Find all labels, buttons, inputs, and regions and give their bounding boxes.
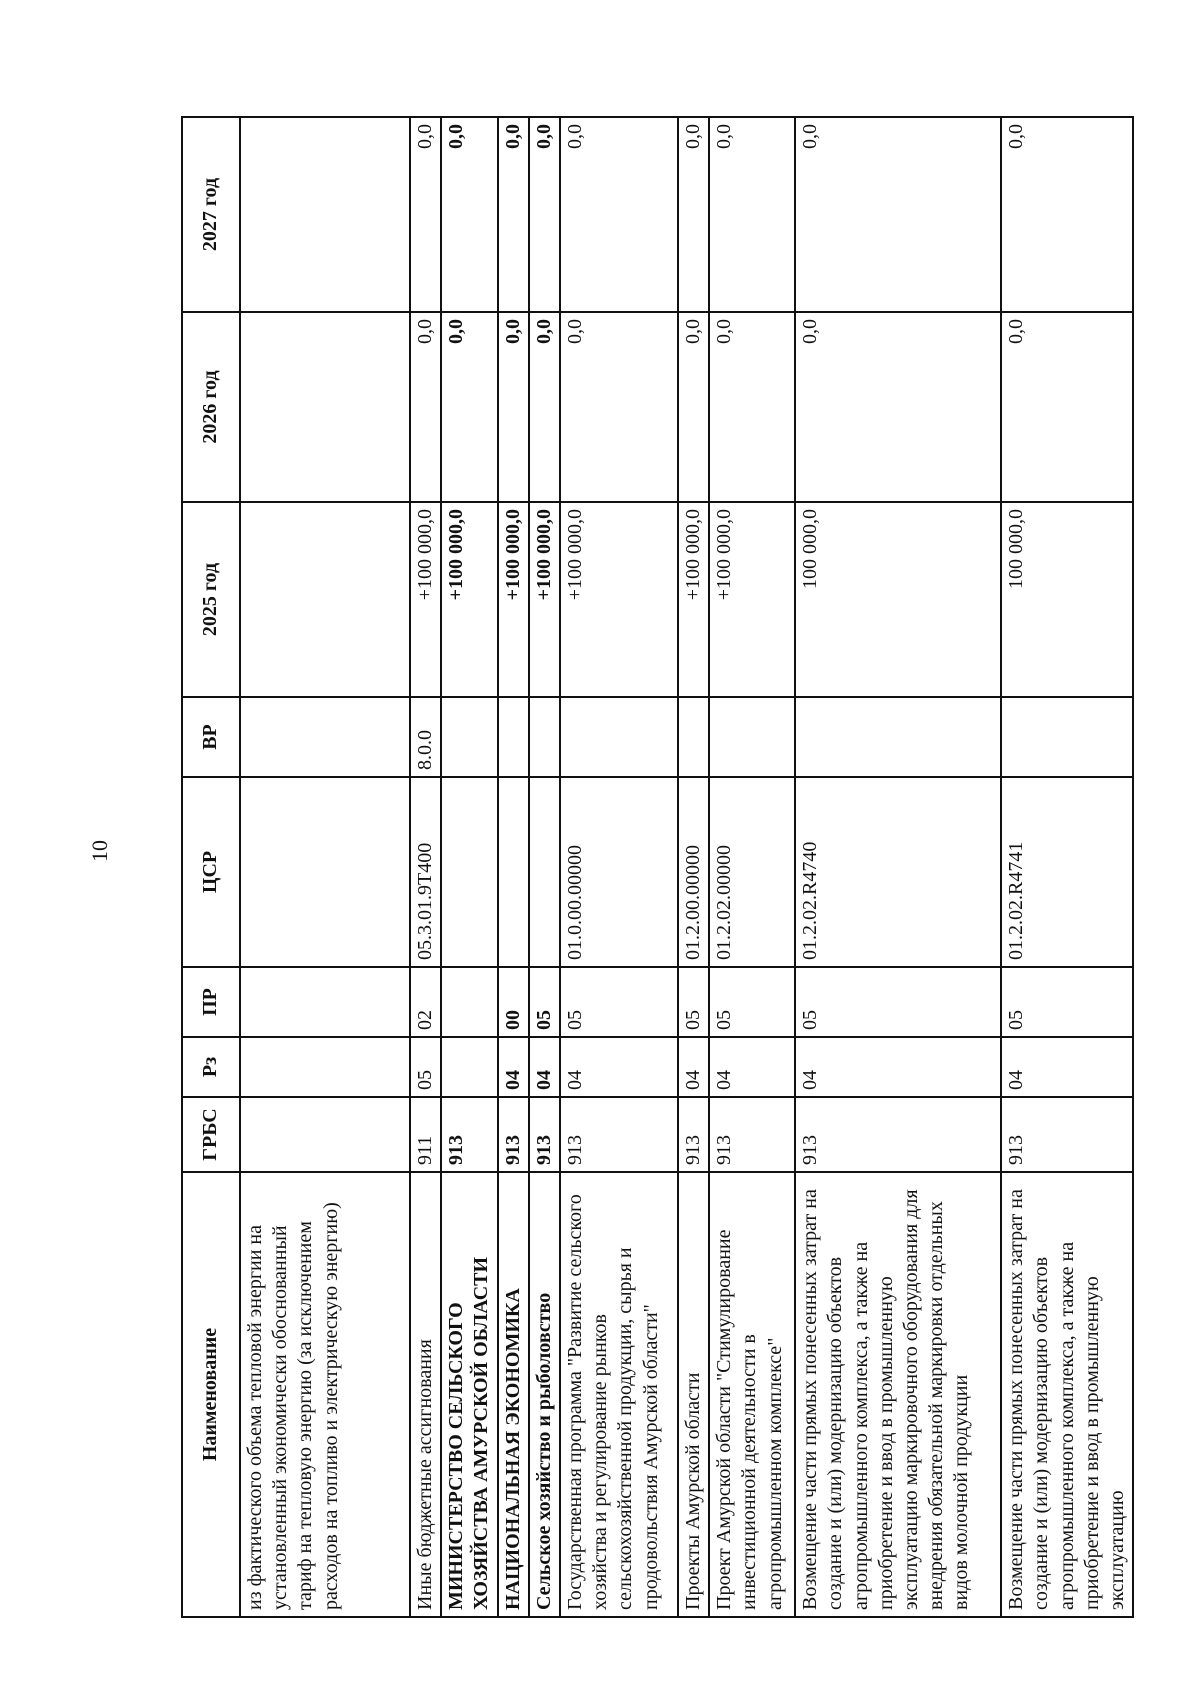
table-row [709, 117, 795, 1617]
cell-2026 [240, 312, 410, 502]
cell-grbs: 913 [560, 1097, 678, 1172]
cell-2027: 0,0 [441, 117, 497, 312]
header-pr: ПР [182, 967, 240, 1037]
cell-pr [240, 967, 410, 1037]
table-row [560, 117, 678, 1617]
cell-vr [1001, 697, 1133, 777]
table-row [529, 117, 560, 1617]
cell-vr [498, 697, 529, 777]
table-row [410, 117, 441, 1617]
cell-grbs: 913 [795, 1097, 1001, 1172]
cell-rz: 04 [1001, 1037, 1133, 1097]
cell-2025: +100 000,0 [560, 502, 678, 697]
cell-2025: +100 000,0 [529, 502, 560, 697]
header-grbs: ГРБС [182, 1097, 240, 1172]
cell-pr: 05 [709, 967, 795, 1037]
cell-csr: 01.2.02.00000 [709, 777, 795, 967]
cell-grbs: 913 [678, 1097, 709, 1172]
table-row [795, 117, 1001, 1617]
cell-grbs: 913 [498, 1097, 529, 1172]
cell-csr: 01.2.02.R4741 [1001, 777, 1133, 967]
cell-csr: 01.2.00.00000 [678, 777, 709, 967]
cell-csr: 01.0.00.00000 [560, 777, 678, 967]
cell-name: Иные бюджетные ассигнования [410, 1172, 441, 1617]
cell-name: Проекты Амурской области [678, 1172, 709, 1617]
cell-name: Сельское хозяйство и рыболовство [529, 1172, 560, 1617]
cell-grbs [240, 1097, 410, 1172]
cell-pr [441, 967, 497, 1037]
budget-table [181, 116, 1134, 1618]
cell-vr: 8.0.0 [410, 697, 441, 777]
cell-2025: +100 000,0 [678, 502, 709, 697]
cell-rz: 04 [795, 1037, 1001, 1097]
cell-2025: 100 000,0 [1001, 502, 1133, 697]
budget-table-rotated [181, 118, 1128, 1618]
cell-rz: 04 [678, 1037, 709, 1097]
cell-pr: 05 [678, 967, 709, 1037]
cell-pr: 02 [410, 967, 441, 1037]
cell-csr [529, 777, 560, 967]
cell-2025 [240, 502, 410, 697]
cell-vr [560, 697, 678, 777]
cell-rz: 04 [498, 1037, 529, 1097]
cell-vr [529, 697, 560, 777]
cell-2026: 0,0 [678, 312, 709, 502]
cell-grbs: 913 [1001, 1097, 1133, 1172]
cell-pr: 05 [529, 967, 560, 1037]
cell-name: Государственная программа "Развитие сельского хозяйства и регулирование рынков сельскохозяйственной продукции, сырья и продовольствия Амурской области" [560, 1172, 678, 1617]
cell-name: из фактического объема тепловой энергии на установленный экономически обоснованный тариф на тепловую энергию (за исключением расходов на топливо и электрическую энергию) [240, 1172, 410, 1617]
cell-2026: 0,0 [795, 312, 1001, 502]
table-row [441, 117, 497, 1617]
cell-pr: 05 [560, 967, 678, 1037]
cell-name: Проект Амурской области "Стимулирование инвестиционной деятельности в агропромышленном комплексе" [709, 1172, 795, 1617]
cell-2026: 0,0 [498, 312, 529, 502]
cell-name: Возмещение части прямых понесенных затрат на создание и (или) модернизацию объектов агропромышленного комплекса, а также на приобретение и ввод в промышленную эксплуатацию [1001, 1172, 1133, 1617]
cell-vr [240, 697, 410, 777]
table-row [240, 117, 410, 1617]
cell-2025: 100 000,0 [795, 502, 1001, 697]
cell-grbs: 913 [529, 1097, 560, 1172]
header-vr: ВР [182, 697, 240, 777]
header-2025: 2025 год [182, 502, 240, 697]
cell-vr [795, 697, 1001, 777]
cell-2027: 0,0 [678, 117, 709, 312]
cell-2025: +100 000,0 [441, 502, 497, 697]
table-row [678, 117, 709, 1617]
cell-vr [678, 697, 709, 777]
cell-2026: 0,0 [410, 312, 441, 502]
cell-pr: 05 [1001, 967, 1133, 1037]
cell-2027: 0,0 [529, 117, 560, 312]
table-row [1001, 117, 1133, 1617]
cell-2026: 0,0 [709, 312, 795, 502]
cell-2026: 0,0 [1001, 312, 1133, 502]
cell-2026: 0,0 [529, 312, 560, 502]
cell-2025: +100 000,0 [410, 502, 441, 697]
cell-name: НАЦИОНАЛЬНАЯ ЭКОНОМИКА [498, 1172, 529, 1617]
table-row [498, 117, 529, 1617]
header-2026: 2026 год [182, 312, 240, 502]
cell-csr: 01.2.02.R4740 [795, 777, 1001, 967]
cell-name: МИНИСТЕРСТВО СЕЛЬСКОГО ХОЗЯЙСТВА АМУРСКОЙ ОБЛАСТИ [441, 1172, 497, 1617]
cell-csr [498, 777, 529, 967]
cell-2026: 0,0 [560, 312, 678, 502]
cell-rz: 04 [529, 1037, 560, 1097]
header-name: Наименование [182, 1172, 240, 1617]
cell-rz [240, 1037, 410, 1097]
header-csr: ЦСР [182, 777, 240, 967]
cell-2027 [240, 117, 410, 312]
cell-pr: 00 [498, 967, 529, 1037]
page-number: 10 [87, 840, 112, 862]
cell-csr [441, 777, 497, 967]
cell-2027: 0,0 [498, 117, 529, 312]
cell-csr: 05.3.01.9Т400 [410, 777, 441, 967]
cell-rz [441, 1037, 497, 1097]
cell-grbs: 913 [441, 1097, 497, 1172]
cell-name: Возмещение части прямых понесенных затрат на создание и (или) модернизацию объектов агропромышленного комплекса, а также на приобретение и ввод в промышленную эксплуатацию маркировочного оборудования для внедрения обязательной маркировки отдельных видов молочной продукции [795, 1172, 1001, 1617]
cell-2026: 0,0 [441, 312, 497, 502]
cell-2027: 0,0 [1001, 117, 1133, 312]
header-rz: Рз [182, 1037, 240, 1097]
cell-2025: +100 000,0 [709, 502, 795, 697]
cell-vr [709, 697, 795, 777]
cell-2027: 0,0 [709, 117, 795, 312]
cell-grbs: 913 [709, 1097, 795, 1172]
cell-2027: 0,0 [560, 117, 678, 312]
cell-rz: 05 [410, 1037, 441, 1097]
cell-grbs: 911 [410, 1097, 441, 1172]
cell-2025: +100 000,0 [498, 502, 529, 697]
cell-csr [240, 777, 410, 967]
cell-pr: 05 [795, 967, 1001, 1037]
cell-2027: 0,0 [795, 117, 1001, 312]
cell-vr [441, 697, 497, 777]
header-2027: 2027 год [182, 117, 240, 312]
cell-2027: 0,0 [410, 117, 441, 312]
header-row [182, 117, 240, 1617]
cell-rz: 04 [709, 1037, 795, 1097]
cell-rz: 04 [560, 1037, 678, 1097]
